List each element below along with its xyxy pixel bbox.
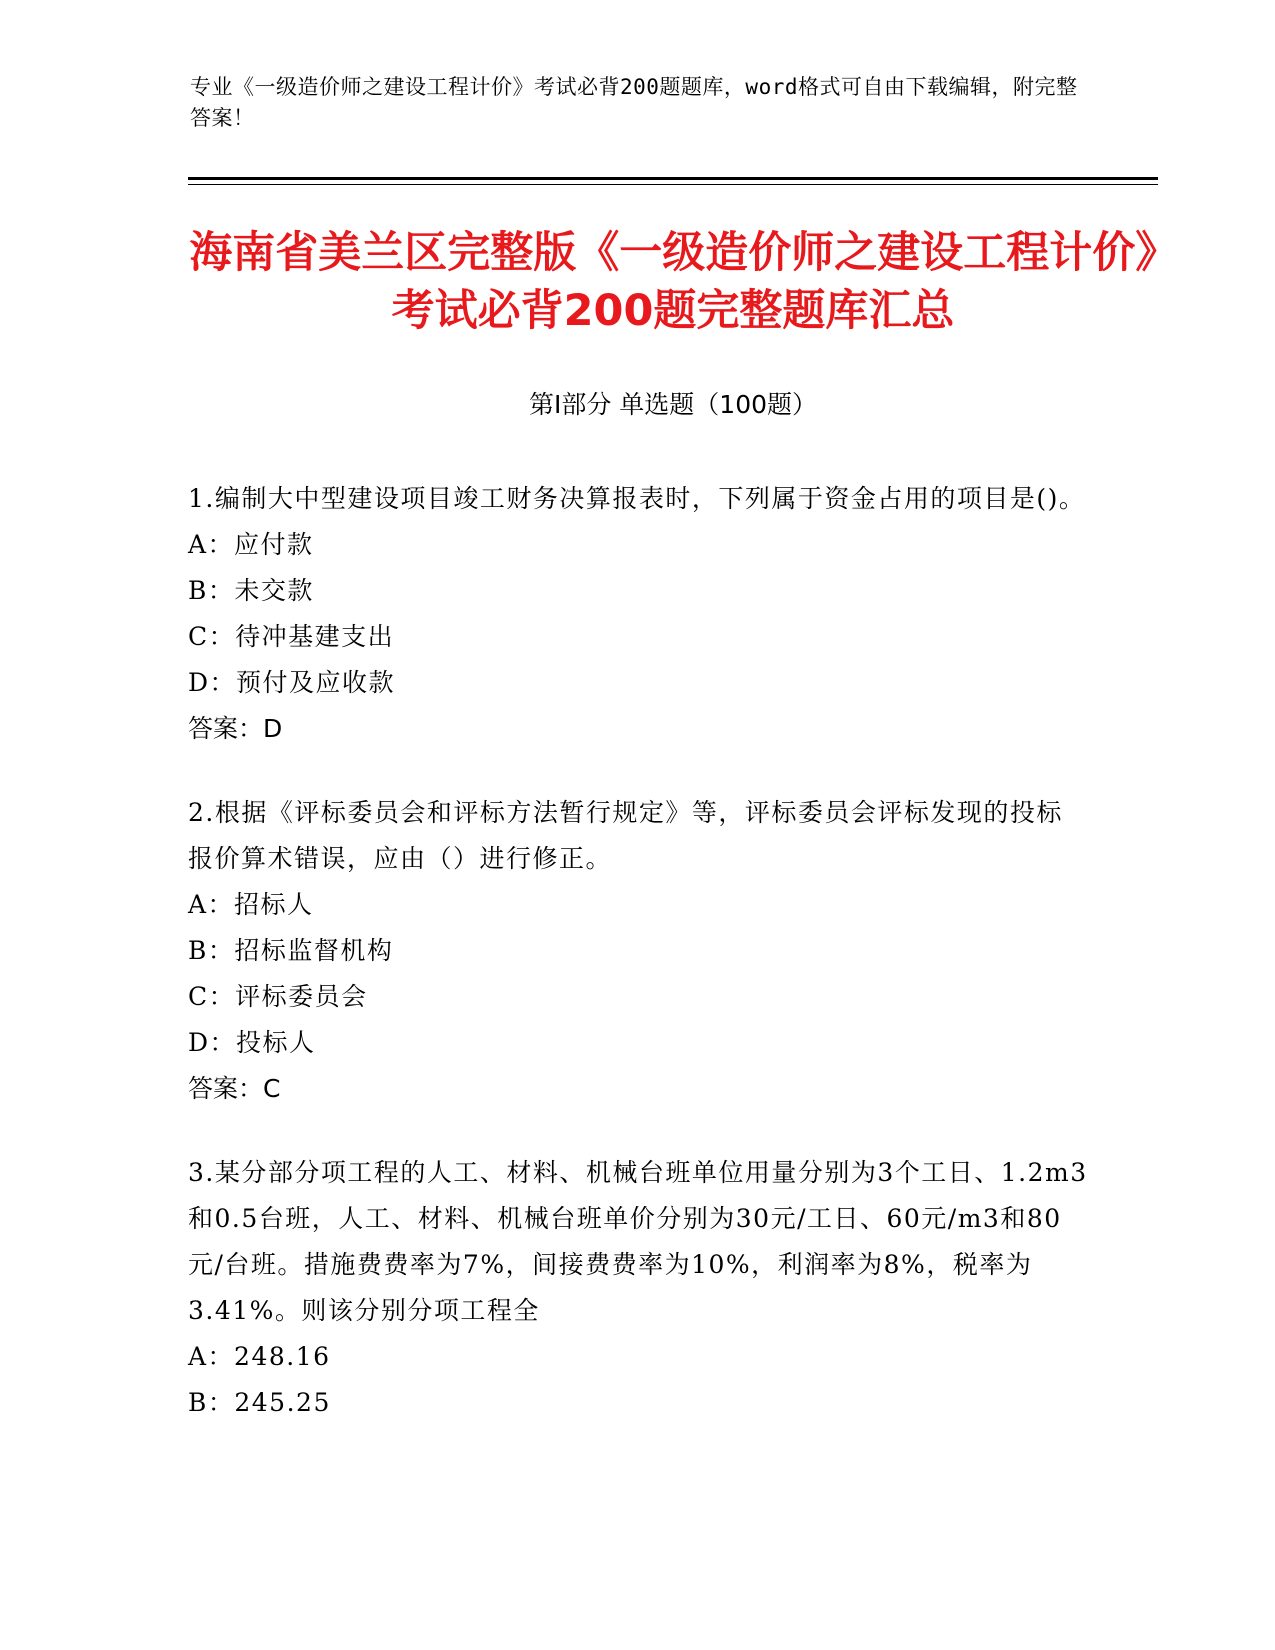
question-list [188, 476, 1088, 1464]
option-c: C：评标委员会 [188, 982, 368, 1011]
option-a: A：招标人 [188, 890, 314, 919]
question-stem: 3.某分部分项工程的人工、材料、机械台班单位用量分别为3个工日、1.2m3和0.5台班，人工、材料、机械台班单价分别为30元/工日、60元/m3和80元/台班。措施费费率为7%，间接费费率为10%，利润率为8%，税率为3.41%。则该分别分项工程全 [188, 1158, 1088, 1325]
question-1 [188, 476, 1088, 752]
header-note: 专业《一级造价师之建设工程计价》考试必背200题题库，word格式可自由下载编辑，附完整答案！ [190, 75, 1078, 130]
question-stem: 2.根据《评标委员会和评标方法暂行规定》等，评标委员会评标发现的投标报价算术错误，应由（）进行修正。 [188, 798, 1063, 873]
option-b: B：未交款 [188, 576, 314, 605]
header-divider-thin [188, 184, 1158, 185]
header-divider-thick [188, 177, 1158, 180]
option-d: D：投标人 [188, 1028, 316, 1057]
section-heading: 第Ⅰ部分 单选题（100题） [528, 390, 818, 419]
answer-line: 答案：D [188, 714, 283, 743]
option-b: B：245.25 [188, 1388, 331, 1417]
question-stem: 1.编制大中型建设项目竣工财务决算报表时，下列属于资金占用的项目是()。 [188, 484, 1086, 513]
option-c: C：待冲基建支出 [188, 622, 395, 651]
option-a: A：248.16 [188, 1342, 331, 1371]
answer-line: 答案：C [188, 1074, 281, 1103]
option-d: D：预付及应收款 [188, 668, 396, 697]
question-2 [188, 790, 1088, 1112]
option-a: A：应付款 [188, 530, 314, 559]
option-b: B：招标监督机构 [188, 936, 394, 965]
document-title: 海南省美兰区完整版《一级造价师之建设工程计价》考试必背200题完整题库汇总 [189, 228, 1157, 336]
question-3 [188, 1150, 1088, 1426]
